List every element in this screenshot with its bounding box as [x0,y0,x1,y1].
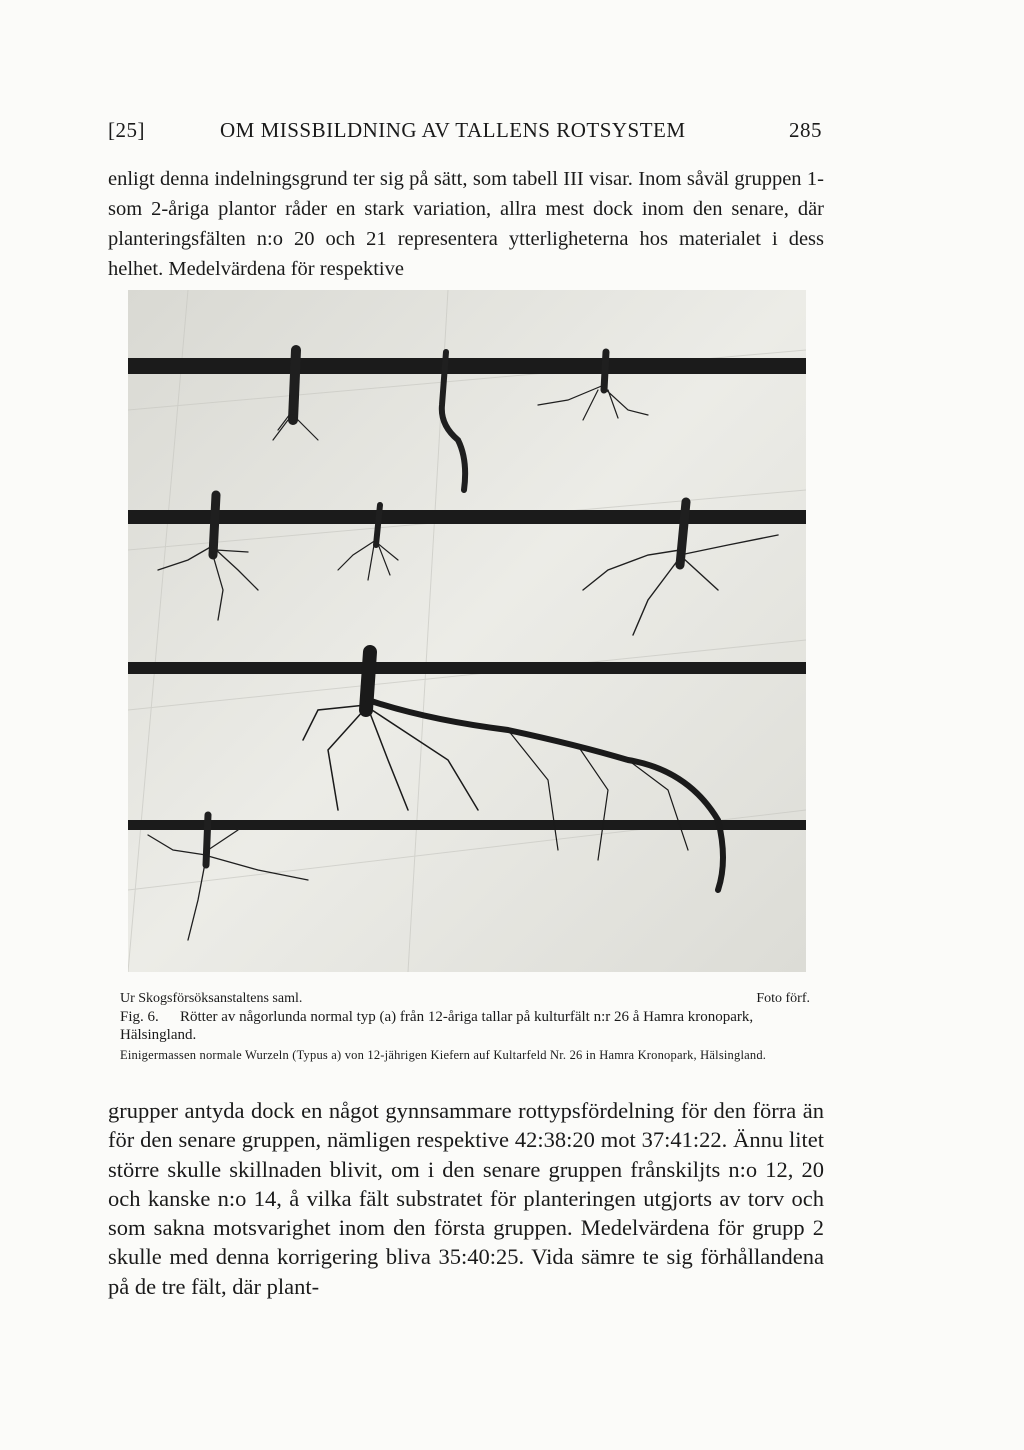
photo-source: Ur Skogsförsöksanstaltens saml. [120,991,303,1006]
body-paragraph-top: enligt denna indelningsgrund ter sig på sätt, som tabell III visar. Inom såväl gruppen 1- som 2-åriga plantor råder en stark variation, allra mest dock inom den senare, där planteringsfälten n:o 20 och 21 representera ytterligheterna hos materialet i dess helhet. Medelvärdena för respektive [108,168,824,280]
page-reference: [25] [108,118,145,142]
caption-swedish-text: Rötter av någorlunda normal typ (a) från 12-åriga tallar på kulturfält n:r 26 å Hamra kronopark, Hälsingland. [120,1009,754,1043]
figure-credit-row [120,990,810,1008]
page-header [108,118,822,148]
page-number: 285 [789,118,822,142]
body-paragraph-bottom: grupper antyda dock en något gynnsammare rottypsfördelning för den förra än för den senare gruppen, nämligen respektive 42:38:20 mot 37:41:22. Ännu litet större skulle skillnaden blivit, om i den senare gruppen frånskiljts n:o 12, 20 och kanske n:o 14, å vilka fält substratet för planteringen utgjorts av torv och som sakna motsvarighet inom den första gruppen. Medelvärdena för grupp 2 skulle med denna korrigering bliva 35:40:25. Vida sämre te sig förhållandena på de tre fält, där plant- [108,1098,824,1299]
figure-label: Fig. 6. [120,1009,159,1025]
photo-credit: Foto förf. [756,991,810,1006]
root-photograph [128,290,806,972]
figure-caption-swedish [120,1008,810,1044]
figure-caption-german: Einigermassen normale Wurzeln (Typus a) von 12-jährigen Kiefern auf Kultarfeld Nr. 26 in Hamra Kronopark, Hälsingland. [120,1048,767,1062]
running-title: OM MISSBILDNING AV TALLENS ROTSYSTEM [220,118,686,142]
